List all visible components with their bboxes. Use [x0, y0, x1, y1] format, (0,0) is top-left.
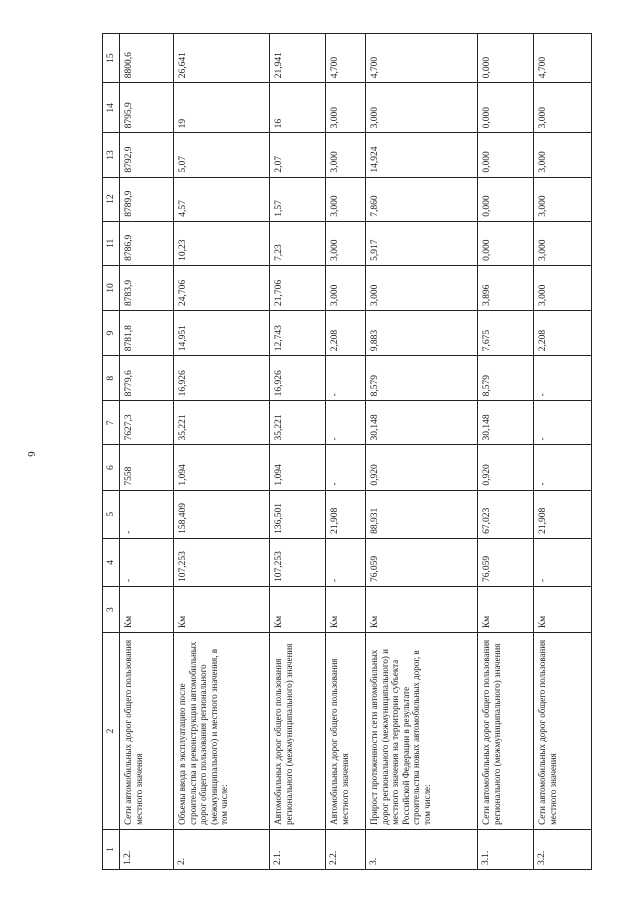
value-cell: -: [326, 445, 366, 490]
value-cell: 8781,8: [120, 311, 174, 356]
value-cell: 3,000: [366, 83, 478, 133]
col-header: 8: [103, 356, 120, 401]
value-cell: 8795,9: [120, 83, 174, 133]
value-cell: 19: [174, 83, 270, 133]
header-row: [103, 34, 120, 870]
value-cell: -: [534, 445, 592, 490]
col-header: 7: [103, 401, 120, 445]
col-header: 5: [103, 490, 120, 538]
value-cell: 3,000: [534, 83, 592, 133]
table-row: [120, 34, 174, 870]
value-cell: 35,221: [174, 401, 270, 445]
page-number: 6: [24, 451, 37, 457]
value-cell: 7627,3: [120, 401, 174, 445]
unit-cell: Км: [534, 587, 592, 633]
value-cell: 3,896: [478, 265, 534, 310]
value-cell: 67,023: [478, 490, 534, 538]
row-number-cell: 3.2.: [534, 829, 592, 869]
row-number-cell: 3.: [366, 829, 478, 869]
unit-cell: Км: [366, 587, 478, 633]
value-cell: 7558: [120, 445, 174, 490]
value-cell: 0,000: [478, 177, 534, 221]
unit-cell: Км: [120, 587, 174, 633]
unit-cell: Км: [326, 587, 366, 633]
value-cell: 21,941: [270, 34, 326, 83]
row-number-cell: 3.1.: [478, 829, 534, 869]
value-cell: 16: [270, 83, 326, 133]
value-cell: 76,059: [478, 538, 534, 586]
rotated-table-wrapper: [102, 33, 636, 870]
value-cell: 8786,9: [120, 221, 174, 265]
value-cell: 7,675: [478, 311, 534, 356]
row-number-cell: 2.1.: [270, 829, 326, 869]
value-cell: 4,700: [366, 34, 478, 83]
value-cell: 2,07: [270, 133, 326, 177]
value-cell: 3,000: [326, 83, 366, 133]
col-header: 1: [103, 829, 120, 869]
value-cell: -: [120, 490, 174, 538]
value-cell: 4,700: [534, 34, 592, 83]
col-header: 13: [103, 133, 120, 177]
value-cell: 5,07: [174, 133, 270, 177]
indicator-name-cell: Сети автомобильных дорог общего пользования местного значения: [120, 633, 174, 830]
col-header: 14: [103, 83, 120, 133]
value-cell: 14,951: [174, 311, 270, 356]
indicator-name-cell: Сети автомобильных дорог общего пользования местного значения: [534, 633, 592, 830]
value-cell: 3,000: [326, 221, 366, 265]
value-cell: 21,908: [326, 490, 366, 538]
value-cell: 8783,9: [120, 265, 174, 310]
value-cell: 1,094: [174, 445, 270, 490]
value-cell: 3,000: [534, 177, 592, 221]
value-cell: 3,000: [326, 265, 366, 310]
value-cell: 0,000: [478, 83, 534, 133]
value-cell: 158,409: [174, 490, 270, 538]
value-cell: 76,059: [366, 538, 478, 586]
col-header: 6: [103, 445, 120, 490]
value-cell: 3,000: [326, 177, 366, 221]
value-cell: 8800,6: [120, 34, 174, 83]
value-cell: 14,924: [366, 133, 478, 177]
col-header: 4: [103, 538, 120, 586]
table-row: [366, 34, 478, 870]
indicator-name-cell: Автомобильных дорог общего пользования местного значения: [326, 633, 366, 830]
col-header: 11: [103, 221, 120, 265]
col-header: 9: [103, 311, 120, 356]
data-table: [102, 33, 592, 870]
value-cell: 8,579: [366, 356, 478, 401]
value-cell: 8,579: [478, 356, 534, 401]
value-cell: 5,917: [366, 221, 478, 265]
value-cell: 8779,6: [120, 356, 174, 401]
value-cell: 3,000: [326, 133, 366, 177]
value-cell: -: [534, 356, 592, 401]
table-row: [478, 34, 534, 870]
col-header: 10: [103, 265, 120, 310]
value-cell: 7,23: [270, 221, 326, 265]
value-cell: 4,57: [174, 177, 270, 221]
row-number-cell: 1.2.: [120, 829, 174, 869]
col-header: 12: [103, 177, 120, 221]
value-cell: 16,926: [174, 356, 270, 401]
value-cell: 26,641: [174, 34, 270, 83]
value-cell: 3,000: [366, 265, 478, 310]
table-body: [120, 34, 592, 870]
value-cell: -: [120, 538, 174, 586]
indicator-name-cell: Автомобильных дорог общего пользования регионального (межмуниципального) значения: [270, 633, 326, 830]
value-cell: 136,501: [270, 490, 326, 538]
value-cell: 2,208: [534, 311, 592, 356]
unit-cell: Км: [478, 587, 534, 633]
value-cell: 9,883: [366, 311, 478, 356]
unit-cell: Км: [270, 587, 326, 633]
value-cell: -: [326, 356, 366, 401]
value-cell: 7,860: [366, 177, 478, 221]
table-row: [326, 34, 366, 870]
value-cell: 24,706: [174, 265, 270, 310]
value-cell: -: [326, 401, 366, 445]
value-cell: 8792,9: [120, 133, 174, 177]
value-cell: 3,000: [534, 265, 592, 310]
indicator-name-cell: Объемы ввода в эксплуатацию после строительства и реконструкции автомобильных дорог общего пользования регионального (межмуниципального) и местного значения, в том числе:: [174, 633, 270, 830]
value-cell: 3,000: [534, 133, 592, 177]
value-cell: 107,253: [270, 538, 326, 586]
value-cell: 0,000: [478, 221, 534, 265]
value-cell: 12,743: [270, 311, 326, 356]
value-cell: 21,908: [534, 490, 592, 538]
table-row: [270, 34, 326, 870]
indicator-name-cell: Сети автомобильных дорог общего пользования регионального (межмуниципального) значения: [478, 633, 534, 830]
value-cell: 0,920: [366, 445, 478, 490]
col-header: 3: [103, 587, 120, 633]
value-cell: 107,253: [174, 538, 270, 586]
row-number-cell: 2.: [174, 829, 270, 869]
value-cell: 16,926: [270, 356, 326, 401]
value-cell: 0,920: [478, 445, 534, 490]
value-cell: -: [326, 538, 366, 586]
value-cell: 1,094: [270, 445, 326, 490]
indicator-name-cell: Прирост протяженности сети автомобильных дорог регионального (межмуниципального) и местного значения на территории субъекта Российской Федерации в результате строительства новых автомобильных дорог, в том числе:: [366, 633, 478, 830]
row-number-cell: 2.2.: [326, 829, 366, 869]
value-cell: 2,208: [326, 311, 366, 356]
table-row: [174, 34, 270, 870]
value-cell: 0,000: [478, 133, 534, 177]
value-cell: 10,23: [174, 221, 270, 265]
value-cell: -: [534, 401, 592, 445]
col-header: 15: [103, 34, 120, 83]
col-header: 2: [103, 633, 120, 830]
value-cell: 1,57: [270, 177, 326, 221]
value-cell: 30,148: [478, 401, 534, 445]
value-cell: 3,000: [534, 221, 592, 265]
table-row: [534, 34, 592, 870]
value-cell: 35,221: [270, 401, 326, 445]
value-cell: 0,000: [478, 34, 534, 83]
value-cell: 30,148: [366, 401, 478, 445]
value-cell: 4,700: [326, 34, 366, 83]
value-cell: 8789,9: [120, 177, 174, 221]
unit-cell: Км: [174, 587, 270, 633]
value-cell: -: [534, 538, 592, 586]
value-cell: 21,706: [270, 265, 326, 310]
value-cell: 88,931: [366, 490, 478, 538]
